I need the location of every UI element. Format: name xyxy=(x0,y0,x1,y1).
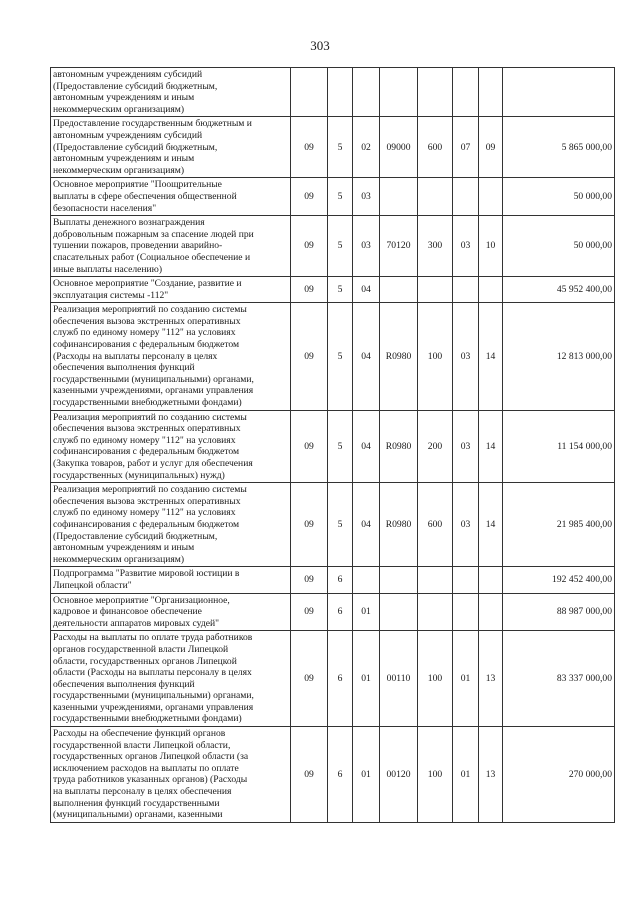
subsection-cell xyxy=(479,277,503,303)
description-line: органов государственной власти Липецкой xyxy=(53,643,229,655)
subprogram-code-cell: 5 xyxy=(328,216,353,277)
description-line: обеспечения выполнения функций xyxy=(53,362,195,374)
section-cell xyxy=(453,567,479,593)
description-line: выплаты в сфере обеспечения общественной xyxy=(53,190,237,202)
description-line: (Предоставление субсидий бюджетным, xyxy=(53,141,218,153)
subsection-cell xyxy=(479,567,503,593)
subprogram-code-cell: 6 xyxy=(328,593,353,631)
description-line: безопасности населения" xyxy=(53,202,157,214)
section-cell xyxy=(453,68,479,117)
subsection-cell: 13 xyxy=(479,727,503,823)
direction-code-cell xyxy=(380,68,418,117)
program-code-cell: 09 xyxy=(291,178,328,216)
description-cell xyxy=(51,727,291,823)
description-line: Основное мероприятие "Организационное, xyxy=(53,594,230,606)
description-cell xyxy=(51,410,291,483)
description-line: Реализация мероприятий по созданию системы xyxy=(53,484,247,496)
description-line: государственными внебюджетными фондами) xyxy=(53,397,242,409)
description-line: тушении пожаров, проведении аварийно- xyxy=(53,240,223,252)
subsection-cell xyxy=(479,178,503,216)
program-code-cell: 09 xyxy=(291,727,328,823)
description-line: иные выплаты населению) xyxy=(53,263,163,275)
description-line: государственных органов Липецкой области (за xyxy=(53,751,249,763)
subprogram-code-cell: 6 xyxy=(328,567,353,593)
amount-cell xyxy=(503,68,615,117)
description-cell xyxy=(51,483,291,567)
budget-table xyxy=(50,67,615,823)
direction-code-cell xyxy=(380,567,418,593)
table-row xyxy=(51,178,615,216)
activity-code-cell xyxy=(353,68,380,117)
subsection-cell xyxy=(479,593,503,631)
expense-type-cell: 100 xyxy=(418,303,453,410)
description-cell xyxy=(51,303,291,410)
amount-cell: 83 337 000,00 xyxy=(503,631,615,727)
activity-code-cell: 03 xyxy=(353,216,380,277)
amount-cell: 12 813 000,00 xyxy=(503,303,615,410)
description-line: государственными (муниципальными) органами, xyxy=(53,690,254,702)
description-line: Основное мероприятие "Создание, развитие и xyxy=(53,278,242,290)
description-line: служб по единому номеру "112" на условиях xyxy=(53,434,236,446)
description-line: спасательных работ (Социальное обеспечение и xyxy=(53,251,251,263)
activity-code-cell xyxy=(353,567,380,593)
expense-type-cell xyxy=(418,277,453,303)
description-line: Основное мероприятие "Поощрительные xyxy=(53,179,222,191)
table-row xyxy=(51,68,615,117)
page-number: 303 xyxy=(310,38,330,53)
description-line: софинансирования с федеральным бюджетом xyxy=(53,518,240,530)
description-line: Реализация мероприятий по созданию системы xyxy=(53,304,247,316)
description-line: государственных (муниципальных) нужд) xyxy=(53,469,225,481)
description-line: Предоставление государственным бюджетным и xyxy=(53,118,252,130)
amount-cell: 88 987 000,00 xyxy=(503,593,615,631)
table-row xyxy=(51,216,615,277)
description-line: автономным учреждениям субсидий xyxy=(53,69,203,80)
description-line: обеспечения выполнения функций xyxy=(53,678,195,690)
description-cell xyxy=(51,631,291,727)
subsection-cell: 10 xyxy=(479,216,503,277)
subsection-cell: 14 xyxy=(479,303,503,410)
description-line: казенными учреждениями, органами управления xyxy=(53,701,254,713)
amount-cell: 21 985 400,00 xyxy=(503,483,615,567)
expense-type-cell: 200 xyxy=(418,410,453,483)
program-code-cell: 09 xyxy=(291,277,328,303)
description-line: Подпрограмма "Развитие мировой юстиции в xyxy=(53,568,240,580)
budget-table-body xyxy=(51,68,615,823)
section-cell: 01 xyxy=(453,631,479,727)
description-cell xyxy=(51,277,291,303)
description-line: софинансирования с федеральным бюджетом xyxy=(53,446,240,458)
table-row xyxy=(51,631,615,727)
expense-type-cell: 100 xyxy=(418,631,453,727)
description-line: автономным учреждениям и иным xyxy=(53,92,195,104)
description-cell xyxy=(51,117,291,178)
activity-code-cell: 04 xyxy=(353,410,380,483)
direction-code-cell xyxy=(380,277,418,303)
description-line: обеспечения вызова экстренных оперативных xyxy=(53,315,241,327)
section-cell xyxy=(453,593,479,631)
program-code-cell: 09 xyxy=(291,410,328,483)
subsection-cell: 14 xyxy=(479,483,503,567)
activity-code-cell: 04 xyxy=(353,303,380,410)
description-line: государственными внебюджетными фондами) xyxy=(53,713,242,725)
subsection-cell: 09 xyxy=(479,117,503,178)
expense-type-cell xyxy=(418,593,453,631)
expense-type-cell xyxy=(418,68,453,117)
direction-code-cell: 70120 xyxy=(380,216,418,277)
description-line: (Предоставление субсидий бюджетным, xyxy=(53,80,218,92)
direction-code-cell: 00120 xyxy=(380,727,418,823)
expense-type-cell xyxy=(418,567,453,593)
subprogram-code-cell: 5 xyxy=(328,303,353,410)
table-row xyxy=(51,567,615,593)
program-code-cell: 09 xyxy=(291,631,328,727)
program-code-cell: 09 xyxy=(291,117,328,178)
description-line: Липецкой области" xyxy=(53,579,132,591)
expense-type-cell: 600 xyxy=(418,483,453,567)
program-code-cell: 09 xyxy=(291,483,328,567)
program-code-cell: 09 xyxy=(291,216,328,277)
description-line: государственной власти Липецкой области, xyxy=(53,739,231,751)
subprogram-code-cell: 5 xyxy=(328,277,353,303)
table-row xyxy=(51,303,615,410)
description-line: (Закупка товаров, работ и услуг для обеспечения xyxy=(53,458,253,469)
description-line: Выплаты денежного вознаграждения xyxy=(53,217,205,229)
subprogram-code-cell: 5 xyxy=(328,410,353,483)
section-cell: 01 xyxy=(453,727,479,823)
description-line: (муниципальными) органами, казенными xyxy=(53,809,223,821)
program-code-cell xyxy=(291,68,328,117)
section-cell: 03 xyxy=(453,216,479,277)
description-line: на выплаты персоналу в целях обеспечения xyxy=(53,786,232,798)
description-line: некоммерческим организациям) xyxy=(53,553,185,565)
activity-code-cell: 03 xyxy=(353,178,380,216)
expense-type-cell xyxy=(418,178,453,216)
description-line: области (Расходы на выплаты персоналу в целях xyxy=(53,667,252,679)
description-line: кадровое и финансовое обеспечение xyxy=(53,606,202,618)
subprogram-code-cell xyxy=(328,68,353,117)
subprogram-code-cell: 5 xyxy=(328,178,353,216)
description-line: Расходы на выплаты по оплате труда работников xyxy=(53,632,253,644)
activity-code-cell: 02 xyxy=(353,117,380,178)
expense-type-cell: 300 xyxy=(418,216,453,277)
subsection-cell xyxy=(479,68,503,117)
description-line: служб по единому номеру "112" на условиях xyxy=(53,507,236,519)
subprogram-code-cell: 6 xyxy=(328,727,353,823)
description-line: софинансирования с федеральным бюджетом xyxy=(53,339,240,351)
table-row xyxy=(51,727,615,823)
description-line: Расходы на обеспечение функций органов xyxy=(53,728,226,740)
direction-code-cell: 00110 xyxy=(380,631,418,727)
description-line: автономным учреждениям и иным xyxy=(53,542,195,554)
subsection-cell: 13 xyxy=(479,631,503,727)
description-line: государственными (муниципальными) органами, xyxy=(53,373,254,385)
section-cell xyxy=(453,277,479,303)
direction-code-cell: R0980 xyxy=(380,483,418,567)
section-cell: 03 xyxy=(453,483,479,567)
description-line: деятельности аппаратов мировых судей" xyxy=(53,617,220,629)
description-cell xyxy=(51,216,291,277)
amount-cell: 5 865 000,00 xyxy=(503,117,615,178)
amount-cell: 50 000,00 xyxy=(503,178,615,216)
expense-type-cell: 600 xyxy=(418,117,453,178)
subprogram-code-cell: 5 xyxy=(328,483,353,567)
program-code-cell: 09 xyxy=(291,303,328,410)
activity-code-cell: 01 xyxy=(353,727,380,823)
table-row xyxy=(51,117,615,178)
section-cell: 07 xyxy=(453,117,479,178)
activity-code-cell: 01 xyxy=(353,631,380,727)
activity-code-cell: 04 xyxy=(353,483,380,567)
description-line: исключением расходов на выплаты по оплате xyxy=(53,762,239,774)
description-cell xyxy=(51,593,291,631)
direction-code-cell: R0980 xyxy=(380,410,418,483)
description-line: (Предоставление субсидий бюджетным, xyxy=(53,530,218,542)
description-line: выполнения функций государственными xyxy=(53,797,220,809)
description-line: обеспечения вызова экстренных оперативных xyxy=(53,423,241,435)
description-cell xyxy=(51,567,291,593)
direction-code-cell xyxy=(380,593,418,631)
table-row xyxy=(51,277,615,303)
description-line: Реализация мероприятий по созданию системы xyxy=(53,411,247,423)
subsection-cell: 14 xyxy=(479,410,503,483)
activity-code-cell: 04 xyxy=(353,277,380,303)
description-line: труда работников указанных органов) (Расходы xyxy=(53,774,248,786)
description-line: добровольным пожарным за спасение людей при xyxy=(53,228,254,240)
amount-cell: 11 154 000,00 xyxy=(503,410,615,483)
description-line: обеспечения вызова экстренных оперативных xyxy=(53,495,241,507)
direction-code-cell: 09000 xyxy=(380,117,418,178)
expense-type-cell: 100 xyxy=(418,727,453,823)
section-cell: 03 xyxy=(453,410,479,483)
program-code-cell: 09 xyxy=(291,567,328,593)
amount-cell: 45 952 400,00 xyxy=(503,277,615,303)
section-cell: 03 xyxy=(453,303,479,410)
amount-cell: 270 000,00 xyxy=(503,727,615,823)
description-line: автономным учреждениям субсидий xyxy=(53,129,203,141)
amount-cell: 50 000,00 xyxy=(503,216,615,277)
program-code-cell: 09 xyxy=(291,593,328,631)
description-cell xyxy=(51,68,291,117)
description-line: некоммерческим организациям) xyxy=(53,103,185,115)
description-line: казенными учреждениями, органами управления xyxy=(53,385,254,397)
description-line: служб по единому номеру "112" на условиях xyxy=(53,327,236,339)
subprogram-code-cell: 6 xyxy=(328,631,353,727)
description-line: области, государственных органов Липецкой xyxy=(53,655,237,667)
direction-code-cell xyxy=(380,178,418,216)
description-line: эксплуатация системы -112" xyxy=(53,289,169,301)
activity-code-cell: 01 xyxy=(353,593,380,631)
table-row xyxy=(51,593,615,631)
description-line: (Расходы на выплаты персоналу в целях xyxy=(53,350,218,362)
table-row xyxy=(51,410,615,483)
subprogram-code-cell: 5 xyxy=(328,117,353,178)
description-line: некоммерческим организациям) xyxy=(53,164,185,176)
amount-cell: 192 452 400,00 xyxy=(503,567,615,593)
description-cell xyxy=(51,178,291,216)
section-cell xyxy=(453,178,479,216)
direction-code-cell: R0980 xyxy=(380,303,418,410)
table-row xyxy=(51,483,615,567)
description-line: автономным учреждениям и иным xyxy=(53,153,195,165)
